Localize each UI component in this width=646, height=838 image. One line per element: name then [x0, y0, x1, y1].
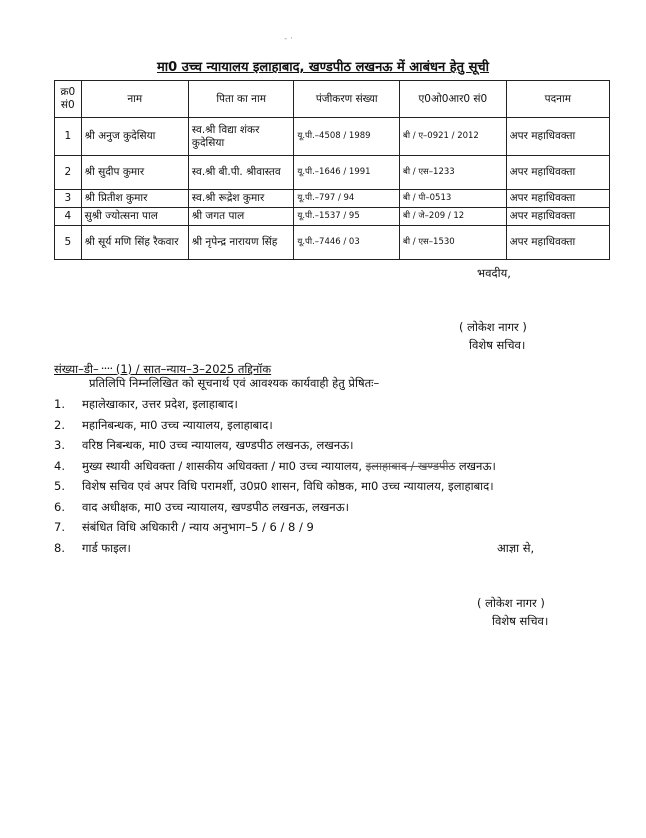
cell-name: श्री अनुज कुदेसिया — [81, 118, 188, 156]
table-row — [55, 190, 610, 208]
cell-serial: 3 — [55, 190, 82, 208]
closing2-designation: विशेष सचिव। — [492, 614, 549, 628]
cell-father: श्री नृपेन्द्र नारायण सिंह — [188, 226, 294, 260]
item-text: विशेष सचिव एवं अपर विधि परामर्शी, उ0प्र0 शासन, विधि कोष्ठक, मा0 उच्च न्यायालय, इलाहाबाद। — [82, 479, 494, 493]
list-item — [54, 456, 614, 477]
cell-father: स्व.श्री रूद्रेश कुमार — [188, 190, 294, 208]
cell-serial: 4 — [55, 208, 82, 226]
item-number: 2. — [54, 417, 65, 432]
item-text-pre: मुख्य स्थायी अधिवक्ता / शासकीय अधिवक्ता / मा0 उच्च न्यायालय, — [82, 458, 366, 473]
item-text: वरिष्ठ निबन्धक, मा0 उच्च न्यायालय, खण्डपीठ लखनऊ, लखनऊ। — [82, 438, 354, 452]
closing-designation: विशेष सचिव। — [469, 338, 526, 352]
item-text: गार्ड फाइल। — [82, 540, 131, 555]
item-text-post: लखनऊ। — [455, 458, 496, 473]
list-item — [54, 517, 614, 538]
cell-aor: बी / ए–0921 / 2012 — [400, 118, 507, 156]
item-text-struck: इलाहाबाद / खण्डपीठ — [365, 458, 456, 473]
document-title: मा0 उच्च न्यायालय इलाहाबाद, खण्डपीठ लखनऊ में आबंधन हेतु सूची — [156, 60, 490, 75]
cell-registration: यू.पी.–4508 / 1989 — [294, 118, 400, 156]
cell-father: स्व.श्री बी.पी. श्रीवास्तव — [188, 156, 294, 190]
cell-designation: अपर महाधिवक्ता — [506, 226, 609, 260]
cell-name: श्री सूर्य मणि सिंह रैकवार — [81, 226, 188, 260]
cell-name: श्री प्रितीश कुमार — [81, 190, 188, 208]
item-number: 7. — [54, 520, 65, 534]
cell-name: सुश्री ज्योत्सना पाल — [81, 208, 188, 226]
copy-intro: प्रतिलिपि निम्नलिखित को सूचनार्थ एवं आवश्यक कार्यवाही हेतु प्रेषितः– — [89, 376, 380, 390]
reference-number: संख्या–डी–᠁ (1) / सात–न्याय–3–2025 तद्दिनॉक — [54, 362, 272, 376]
header-mark: - · — [284, 34, 293, 44]
table-header-row — [55, 81, 610, 118]
header-registration: पंजीकरण संख्या — [294, 81, 400, 118]
appointment-table — [54, 80, 610, 260]
cell-designation: अपर महाधिवक्ता — [506, 156, 609, 190]
list-item — [54, 394, 614, 415]
closing2-salutation: आज्ञा से, — [497, 541, 535, 555]
closing-signatory: ( लोकेश नागर ) — [459, 320, 527, 334]
cell-registration: यू.पी.–797 / 94 — [294, 190, 400, 208]
item-number: 3. — [54, 438, 65, 452]
item-text: संबंधित विधि अधिकारी / न्याय अनुभाग–5 / 6 / 8 / 9 — [82, 520, 314, 534]
header-father: पिता का नाम — [188, 81, 294, 118]
header-serial: क्र0 सं0 — [55, 81, 82, 118]
table-row — [55, 118, 610, 156]
list-item — [54, 497, 614, 518]
list-item — [54, 435, 614, 456]
cell-serial: 1 — [55, 118, 82, 156]
cell-registration: यू.पी.–1646 / 1991 — [294, 156, 400, 190]
item-text: वाद अधीक्षक, मा0 उच्च न्यायालय, खण्डपीठ लखनऊ, लखनऊ। — [82, 499, 350, 514]
cell-father: स्व.श्री विद्या शंकर कुदेसिया — [188, 118, 294, 156]
closing-salutation: भवदीय, — [477, 266, 511, 280]
table-row — [55, 226, 610, 260]
header-aor: ए0ओ0आर0 सं0 — [400, 81, 507, 118]
cell-aor: बी / एस–1233 — [400, 156, 507, 190]
closing2-signatory: ( लोकेश नागर ) — [477, 596, 545, 610]
item-number: 4. — [54, 458, 65, 473]
cell-serial: 5 — [55, 226, 82, 260]
cell-registration: यू.पी.–1537 / 95 — [294, 208, 400, 226]
cell-registration: यू.पी.–7446 / 03 — [294, 226, 400, 260]
list-item — [54, 415, 614, 436]
item-number: 8. — [54, 540, 65, 555]
cell-designation: अपर महाधिवक्ता — [506, 208, 609, 226]
cell-aor: बी / पी–0513 — [400, 190, 507, 208]
cell-serial: 2 — [55, 156, 82, 190]
cell-aor: बी / एस–1530 — [400, 226, 507, 260]
header-name: नाम — [81, 81, 188, 118]
list-item — [54, 476, 614, 497]
header-designation: पदनाम — [506, 81, 609, 118]
item-number: 1. — [54, 397, 65, 411]
recipient-list — [54, 394, 614, 558]
cell-aor: बी / जे–209 / 12 — [400, 208, 507, 226]
cell-designation: अपर महाधिवक्ता — [506, 118, 609, 156]
cell-father: श्री जगत पाल — [188, 208, 294, 226]
item-number: 5. — [54, 479, 65, 493]
table-row — [55, 156, 610, 190]
item-text: महानिबन्धक, मा0 उच्च न्यायालय, इलाहाबाद। — [82, 417, 273, 432]
item-text: महालेखाकार, उत्तर प्रदेश, इलाहाबाद। — [82, 397, 238, 411]
cell-designation: अपर महाधिवक्ता — [506, 190, 609, 208]
cell-name: श्री सुदीप कुमार — [81, 156, 188, 190]
table-row — [55, 208, 610, 226]
item-number: 6. — [54, 499, 65, 514]
